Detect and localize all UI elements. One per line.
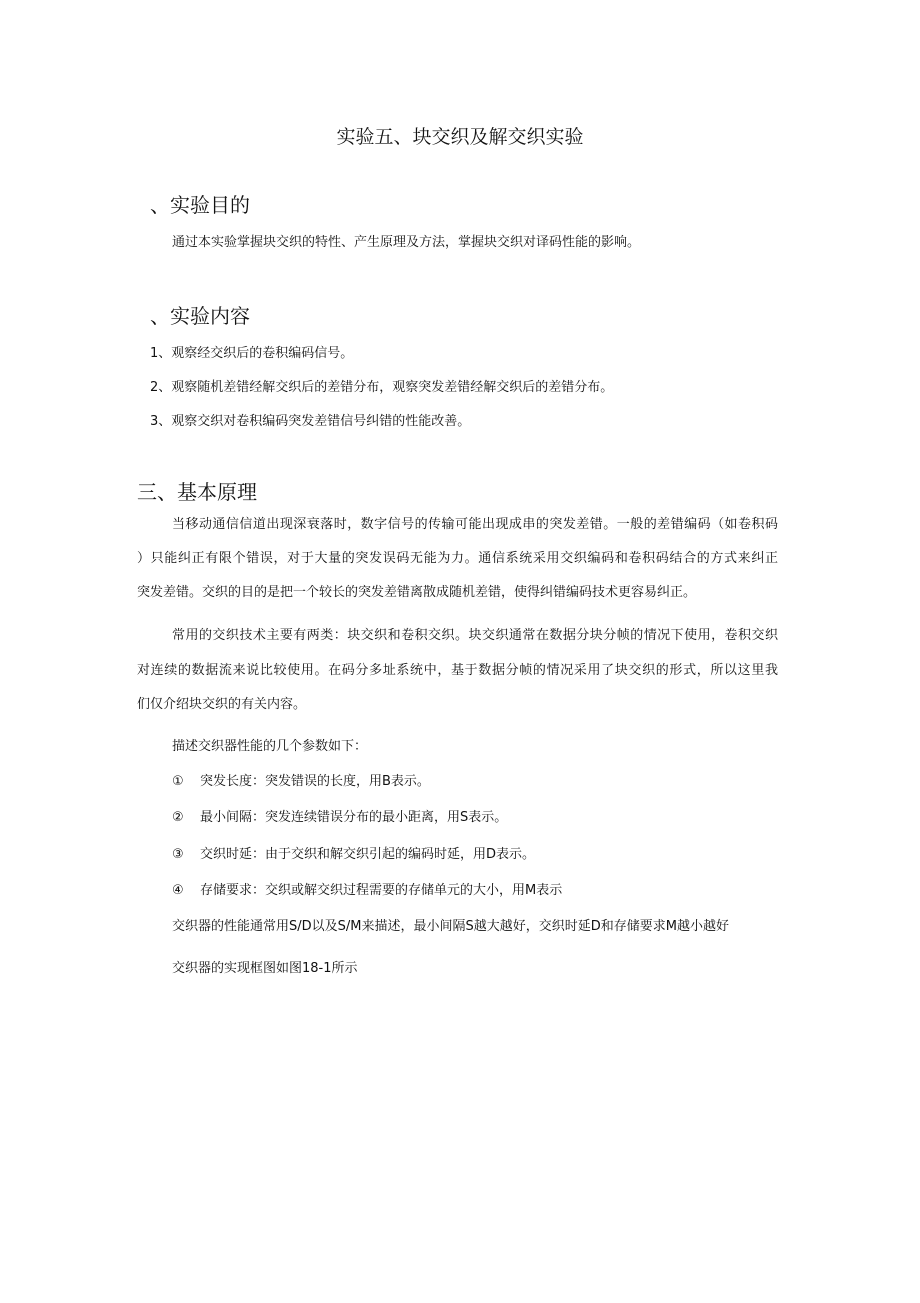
param-marker: ④ xyxy=(172,883,184,898)
param-text: 存储要求：交织或解交织过程需要的存储单元的大小，用M表示 xyxy=(200,883,563,898)
param-item xyxy=(172,883,562,899)
section-heading-principle: 三、基本原理 xyxy=(137,480,257,504)
content-item: 3、观察交织对卷积编码突发差错信号纠错的性能改善。 xyxy=(150,414,471,429)
param-item xyxy=(172,847,535,863)
document-title: 实验五、块交织及解交织实验 xyxy=(336,126,584,148)
param-marker: ② xyxy=(172,810,184,825)
section-heading-purpose: 、实验目的 xyxy=(150,193,250,217)
paragraph-line: 对连续的数据流来说比较使用。在码分多址系统中，基于数据分帧的情况采用了块交织的形式，所以这里我 xyxy=(137,663,778,678)
purpose-text: 通过本实验掌握块交织的特性、产生原理及方法，掌握块交织对译码性能的影响。 xyxy=(172,235,641,250)
param-text: 交织时延：由于交织和解交织引起的编码时延，用D表示。 xyxy=(200,847,536,862)
param-item xyxy=(172,810,507,826)
param-marker: ③ xyxy=(172,847,184,862)
content-item: 2、观察随机差错经解交织后的差错分布，观察突发差错经解交织后的差错分布。 xyxy=(150,380,614,395)
param-text: 突发长度：突发错误的长度，用B表示。 xyxy=(200,774,430,789)
paragraph-line: 常用的交织技术主要有两类：块交织和卷积交织。块交织通常在数据分块分帧的情况下使用，卷积交织 xyxy=(172,628,778,643)
figure-reference: 交织器的实现框图如图18-1所示 xyxy=(172,961,358,976)
paragraph-line: 突发差错。交织的目的是把一个较长的突发差错离散成随机差错，使得纠错编码技术更容易纠正。 xyxy=(137,585,697,600)
content-item: 1、观察经交织后的卷积编码信号。 xyxy=(150,346,354,361)
param-item xyxy=(172,774,430,790)
section-heading-content: 、实验内容 xyxy=(150,304,250,328)
params-intro: 描述交织器性能的几个参数如下： xyxy=(172,739,368,754)
summary-text: 交织器的性能通常用S/D以及S/M来描述，最小间隔S越大越好，交织时延D和存储要求M越小越好 xyxy=(172,919,729,934)
paragraph-line: 们仅介绍块交织的有关内容。 xyxy=(137,697,307,712)
paragraph-line: ）只能纠正有限个错误，对于大量的突发误码无能为力。通信系统采用交织编码和卷积码结合的方式来纠正 xyxy=(137,551,778,566)
paragraph-line: 当移动通信信道出现深衰落时，数字信号的传输可能出现成串的突发差错。一般的差错编码（如卷积码 xyxy=(172,517,778,532)
param-text: 最小间隔：突发连续错误分布的最小距离，用S表示。 xyxy=(200,810,508,825)
param-marker: ① xyxy=(172,774,184,789)
